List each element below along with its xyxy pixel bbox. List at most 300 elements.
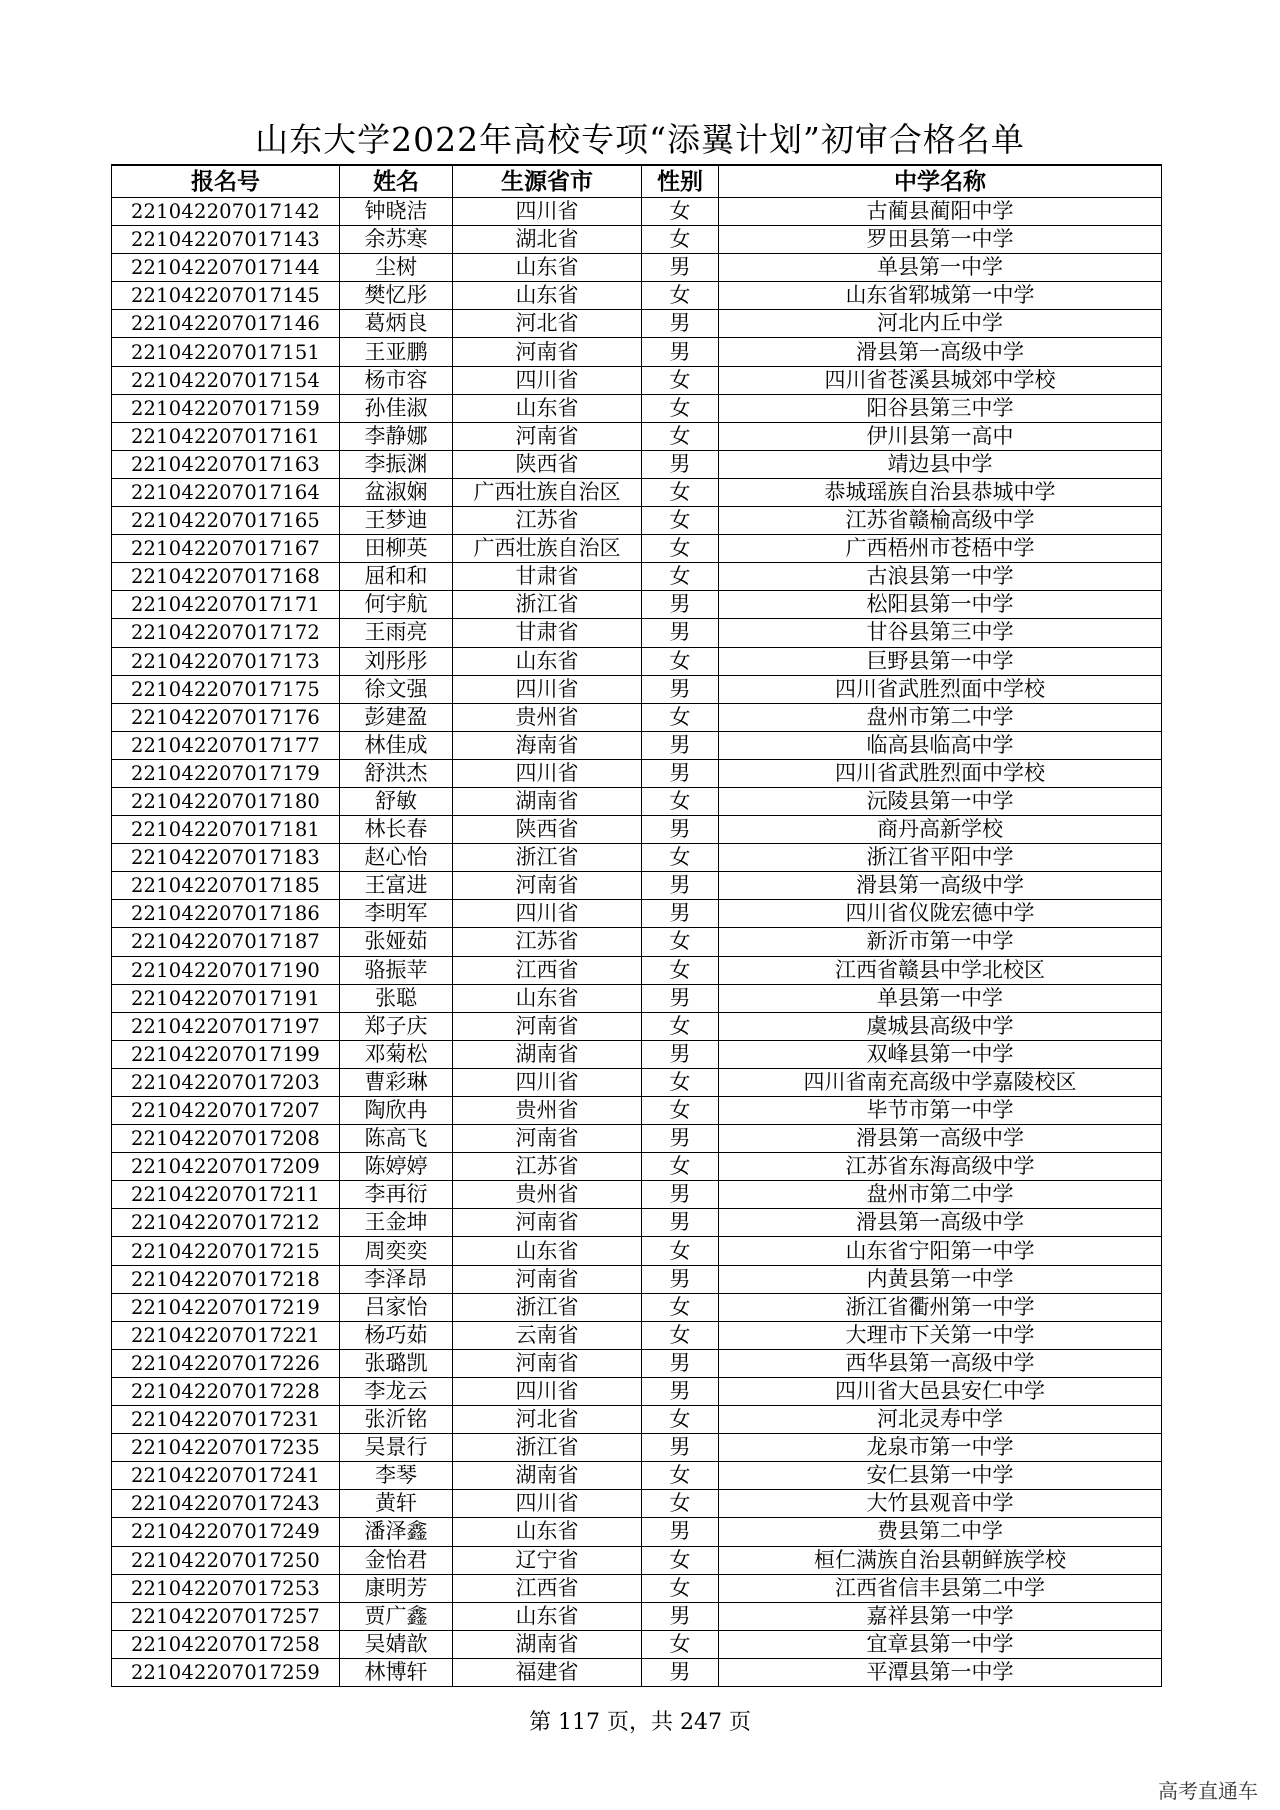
cell-gender: 男	[642, 984, 719, 1012]
cell-name: 徐文强	[340, 675, 453, 703]
cell-school: 四川省武胜烈面中学校	[719, 675, 1162, 703]
table-row	[112, 394, 1162, 422]
cell-school: 宜章县第一中学	[719, 1630, 1162, 1658]
table-row	[112, 1153, 1162, 1181]
cell-school: 西华县第一高级中学	[719, 1349, 1162, 1377]
page-title: 山东大学2022年高校专项“添翼计划”初审合格名单	[255, 120, 1025, 159]
cell-gender: 男	[642, 1377, 719, 1405]
cell-province: 浙江省	[453, 1434, 642, 1462]
cell-school: 沅陵县第一中学	[719, 787, 1162, 815]
cell-province: 江西省	[453, 1574, 642, 1602]
cell-province: 辽宁省	[453, 1546, 642, 1574]
cell-name: 王雨亮	[340, 619, 453, 647]
cell-school: 嘉祥县第一中学	[719, 1602, 1162, 1630]
cell-province: 河北省	[453, 310, 642, 338]
column-header-province: 生源省市	[453, 165, 642, 198]
cell-registration-number: 221042207017183	[112, 844, 340, 872]
table-row	[112, 1293, 1162, 1321]
table-row	[112, 563, 1162, 591]
cell-gender: 男	[642, 450, 719, 478]
cell-registration-number: 221042207017191	[112, 984, 340, 1012]
cell-registration-number: 221042207017219	[112, 1293, 340, 1321]
table-row	[112, 1490, 1162, 1518]
cell-name: 林博轩	[340, 1658, 453, 1686]
cell-province: 湖南省	[453, 1462, 642, 1490]
cell-school: 费县第二中学	[719, 1518, 1162, 1546]
cell-province: 陕西省	[453, 450, 642, 478]
cell-name: 何宇航	[340, 591, 453, 619]
cell-gender: 男	[642, 816, 719, 844]
cell-name: 王金坤	[340, 1209, 453, 1237]
cell-school: 山东省宁阳第一中学	[719, 1237, 1162, 1265]
cell-registration-number: 221042207017190	[112, 956, 340, 984]
cell-school: 虞城县高级中学	[719, 1012, 1162, 1040]
cell-registration-number: 221042207017154	[112, 366, 340, 394]
table-row	[112, 1181, 1162, 1209]
cell-province: 河南省	[453, 1265, 642, 1293]
table-row	[112, 591, 1162, 619]
cell-gender: 女	[642, 366, 719, 394]
cell-province: 贵州省	[453, 1181, 642, 1209]
column-header-school: 中学名称	[719, 165, 1162, 198]
cell-name: 林佳成	[340, 731, 453, 759]
cell-province: 江西省	[453, 956, 642, 984]
cell-name: 屈和和	[340, 563, 453, 591]
cell-province: 江苏省	[453, 507, 642, 535]
cell-school: 靖边县中学	[719, 450, 1162, 478]
cell-registration-number: 221042207017176	[112, 703, 340, 731]
cell-registration-number: 221042207017187	[112, 928, 340, 956]
cell-gender: 女	[642, 1490, 719, 1518]
table-row	[112, 254, 1162, 282]
cell-school: 广西梧州市苍梧中学	[719, 535, 1162, 563]
cell-registration-number: 221042207017253	[112, 1574, 340, 1602]
cell-gender: 女	[642, 422, 719, 450]
cell-name: 陈婷婷	[340, 1153, 453, 1181]
cell-province: 河南省	[453, 872, 642, 900]
cell-gender: 女	[642, 647, 719, 675]
cell-province: 浙江省	[453, 1293, 642, 1321]
cell-gender: 女	[642, 478, 719, 506]
cell-registration-number: 221042207017145	[112, 282, 340, 310]
cell-name: 李振渊	[340, 450, 453, 478]
cell-province: 甘肃省	[453, 563, 642, 591]
table-row	[112, 675, 1162, 703]
cell-school: 毕节市第一中学	[719, 1097, 1162, 1125]
cell-registration-number: 221042207017180	[112, 787, 340, 815]
cell-province: 山东省	[453, 647, 642, 675]
cell-school: 河北灵寿中学	[719, 1406, 1162, 1434]
cell-school: 盘州市第二中学	[719, 1181, 1162, 1209]
cell-name: 潘泽鑫	[340, 1518, 453, 1546]
table-row	[112, 872, 1162, 900]
cell-registration-number: 221042207017167	[112, 535, 340, 563]
cell-gender: 男	[642, 1181, 719, 1209]
cell-name: 舒敏	[340, 787, 453, 815]
cell-registration-number: 221042207017208	[112, 1125, 340, 1153]
cell-province: 陕西省	[453, 816, 642, 844]
cell-gender: 女	[642, 394, 719, 422]
cell-registration-number: 221042207017257	[112, 1602, 340, 1630]
cell-province: 四川省	[453, 900, 642, 928]
cell-gender: 女	[642, 956, 719, 984]
cell-school: 古浪县第一中学	[719, 563, 1162, 591]
cell-school: 阳谷县第三中学	[719, 394, 1162, 422]
cell-name: 吕家怡	[340, 1293, 453, 1321]
cell-name: 彭建盈	[340, 703, 453, 731]
cell-school: 浙江省平阳中学	[719, 844, 1162, 872]
cell-gender: 女	[642, 1097, 719, 1125]
table-row	[112, 647, 1162, 675]
cell-province: 四川省	[453, 198, 642, 226]
table-row	[112, 619, 1162, 647]
table-row	[112, 1265, 1162, 1293]
cell-name: 贾广鑫	[340, 1602, 453, 1630]
cell-gender: 女	[642, 1406, 719, 1434]
cell-registration-number: 221042207017142	[112, 198, 340, 226]
cell-registration-number: 221042207017172	[112, 619, 340, 647]
cell-school: 四川省南充高级中学嘉陵校区	[719, 1068, 1162, 1096]
cell-name: 骆振苹	[340, 956, 453, 984]
cell-name: 吴景行	[340, 1434, 453, 1462]
cell-gender: 女	[642, 1574, 719, 1602]
table-row	[112, 507, 1162, 535]
table-row	[112, 956, 1162, 984]
cell-registration-number: 221042207017207	[112, 1097, 340, 1125]
cell-gender: 女	[642, 844, 719, 872]
cell-registration-number: 221042207017143	[112, 226, 340, 254]
table-row	[112, 1040, 1162, 1068]
cell-registration-number: 221042207017197	[112, 1012, 340, 1040]
cell-gender: 女	[642, 507, 719, 535]
cell-registration-number: 221042207017221	[112, 1321, 340, 1349]
cell-province: 贵州省	[453, 1097, 642, 1125]
cell-gender: 男	[642, 1434, 719, 1462]
cell-province: 四川省	[453, 366, 642, 394]
cell-gender: 男	[642, 1349, 719, 1377]
table-row	[112, 1377, 1162, 1405]
cell-name: 余苏寒	[340, 226, 453, 254]
cell-province: 山东省	[453, 1602, 642, 1630]
cell-school: 新沂市第一中学	[719, 928, 1162, 956]
table-header-row	[112, 165, 1162, 198]
table-row	[112, 1602, 1162, 1630]
cell-registration-number: 221042207017181	[112, 816, 340, 844]
cell-school: 巨野县第一中学	[719, 647, 1162, 675]
cell-gender: 女	[642, 535, 719, 563]
cell-school: 大理市下关第一中学	[719, 1321, 1162, 1349]
cell-registration-number: 221042207017235	[112, 1434, 340, 1462]
cell-registration-number: 221042207017231	[112, 1406, 340, 1434]
cell-registration-number: 221042207017175	[112, 675, 340, 703]
table-row	[112, 1068, 1162, 1096]
cell-school: 古蔺县蔺阳中学	[719, 198, 1162, 226]
cell-province: 山东省	[453, 984, 642, 1012]
cell-name: 李泽昂	[340, 1265, 453, 1293]
table-row	[112, 338, 1162, 366]
cell-name: 曹彩琳	[340, 1068, 453, 1096]
cell-school: 四川省大邑县安仁中学	[719, 1377, 1162, 1405]
cell-school: 江西省赣县中学北校区	[719, 956, 1162, 984]
cell-name: 邓菊松	[340, 1040, 453, 1068]
cell-name: 尘树	[340, 254, 453, 282]
cell-name: 樊忆彤	[340, 282, 453, 310]
cell-school: 安仁县第一中学	[719, 1462, 1162, 1490]
cell-gender: 女	[642, 563, 719, 591]
cell-school: 单县第一中学	[719, 984, 1162, 1012]
table-row	[112, 1237, 1162, 1265]
cell-name: 金怡君	[340, 1546, 453, 1574]
cell-gender: 男	[642, 675, 719, 703]
cell-name: 杨市容	[340, 366, 453, 394]
cell-province: 湖南省	[453, 1040, 642, 1068]
cell-province: 河南省	[453, 1209, 642, 1237]
cell-name: 张沂铭	[340, 1406, 453, 1434]
cell-name: 康明芳	[340, 1574, 453, 1602]
cell-gender: 男	[642, 900, 719, 928]
applicant-table	[111, 164, 1162, 1687]
cell-name: 盆淑娴	[340, 478, 453, 506]
cell-school: 盘州市第二中学	[719, 703, 1162, 731]
cell-name: 杨巧茹	[340, 1321, 453, 1349]
table-row	[112, 1125, 1162, 1153]
cell-school: 江西省信丰县第二中学	[719, 1574, 1162, 1602]
cell-gender: 男	[642, 1040, 719, 1068]
cell-province: 湖南省	[453, 787, 642, 815]
cell-school: 单县第一中学	[719, 254, 1162, 282]
cell-name: 王富进	[340, 872, 453, 900]
table-row	[112, 1462, 1162, 1490]
cell-gender: 女	[642, 198, 719, 226]
column-header-name: 姓名	[340, 165, 453, 198]
cell-gender: 男	[642, 254, 719, 282]
cell-gender: 女	[642, 787, 719, 815]
cell-name: 李明军	[340, 900, 453, 928]
cell-gender: 女	[642, 703, 719, 731]
table-row	[112, 1658, 1162, 1686]
table-row	[112, 1518, 1162, 1546]
cell-province: 云南省	[453, 1321, 642, 1349]
table-row	[112, 478, 1162, 506]
cell-school: 伊川县第一高中	[719, 422, 1162, 450]
cell-name: 刘彤彤	[340, 647, 453, 675]
cell-name: 张璐凯	[340, 1349, 453, 1377]
cell-province: 山东省	[453, 1518, 642, 1546]
cell-name: 李再衍	[340, 1181, 453, 1209]
cell-registration-number: 221042207017215	[112, 1237, 340, 1265]
table-row	[112, 900, 1162, 928]
table-row	[112, 984, 1162, 1012]
page-footer: 第 117 页，共 247 页	[529, 1710, 751, 1735]
cell-registration-number: 221042207017258	[112, 1630, 340, 1658]
cell-province: 山东省	[453, 254, 642, 282]
cell-gender: 女	[642, 1237, 719, 1265]
cell-gender: 男	[642, 338, 719, 366]
cell-school: 滑县第一高级中学	[719, 872, 1162, 900]
cell-school: 恭城瑶族自治县恭城中学	[719, 478, 1162, 506]
table-row	[112, 1574, 1162, 1602]
cell-gender: 男	[642, 591, 719, 619]
cell-registration-number: 221042207017241	[112, 1462, 340, 1490]
cell-name: 李琴	[340, 1462, 453, 1490]
table-row	[112, 928, 1162, 956]
cell-gender: 女	[642, 1630, 719, 1658]
cell-province: 四川省	[453, 1068, 642, 1096]
table-row	[112, 816, 1162, 844]
cell-province: 江苏省	[453, 1153, 642, 1181]
table-row	[112, 450, 1162, 478]
table-row	[112, 1630, 1162, 1658]
cell-registration-number: 221042207017212	[112, 1209, 340, 1237]
cell-school: 四川省仪陇宏德中学	[719, 900, 1162, 928]
cell-province: 福建省	[453, 1658, 642, 1686]
cell-name: 李静娜	[340, 422, 453, 450]
cell-school: 浙江省衢州第一中学	[719, 1293, 1162, 1321]
cell-school: 滑县第一高级中学	[719, 1125, 1162, 1153]
table-row	[112, 703, 1162, 731]
cell-province: 河南省	[453, 1349, 642, 1377]
cell-registration-number: 221042207017163	[112, 450, 340, 478]
cell-gender: 男	[642, 759, 719, 787]
table-row	[112, 787, 1162, 815]
cell-school: 大竹县观音中学	[719, 1490, 1162, 1518]
cell-school: 甘谷县第三中学	[719, 619, 1162, 647]
cell-province: 河南省	[453, 338, 642, 366]
cell-registration-number: 221042207017161	[112, 422, 340, 450]
cell-name: 王亚鹏	[340, 338, 453, 366]
cell-gender: 男	[642, 731, 719, 759]
table-row	[112, 535, 1162, 563]
table-row	[112, 1209, 1162, 1237]
cell-registration-number: 221042207017209	[112, 1153, 340, 1181]
watermark: 高考直通车	[1158, 1779, 1258, 1803]
cell-province: 贵州省	[453, 703, 642, 731]
cell-gender: 男	[642, 310, 719, 338]
cell-registration-number: 221042207017151	[112, 338, 340, 366]
table-row	[112, 422, 1162, 450]
table-body	[112, 198, 1162, 1687]
column-header-registration-number: 报名号	[112, 165, 340, 198]
cell-province: 湖南省	[453, 1630, 642, 1658]
cell-province: 山东省	[453, 1237, 642, 1265]
cell-name: 李龙云	[340, 1377, 453, 1405]
cell-province: 河南省	[453, 1012, 642, 1040]
cell-school: 双峰县第一中学	[719, 1040, 1162, 1068]
cell-gender: 女	[642, 226, 719, 254]
column-header-gender: 性别	[642, 165, 719, 198]
table-row	[112, 282, 1162, 310]
cell-school: 河北内丘中学	[719, 310, 1162, 338]
cell-registration-number: 221042207017144	[112, 254, 340, 282]
table-row	[112, 844, 1162, 872]
cell-gender: 女	[642, 1012, 719, 1040]
cell-registration-number: 221042207017165	[112, 507, 340, 535]
table-row	[112, 1434, 1162, 1462]
cell-registration-number: 221042207017168	[112, 563, 340, 591]
cell-registration-number: 221042207017218	[112, 1265, 340, 1293]
table-row	[112, 759, 1162, 787]
table-row	[112, 310, 1162, 338]
cell-name: 王梦迪	[340, 507, 453, 535]
cell-name: 张娅茹	[340, 928, 453, 956]
cell-registration-number: 221042207017199	[112, 1040, 340, 1068]
cell-registration-number: 221042207017203	[112, 1068, 340, 1096]
cell-province: 四川省	[453, 1377, 642, 1405]
cell-name: 孙佳淑	[340, 394, 453, 422]
cell-gender: 男	[642, 1209, 719, 1237]
cell-gender: 女	[642, 1321, 719, 1349]
cell-province: 河北省	[453, 1406, 642, 1434]
cell-gender: 男	[642, 1518, 719, 1546]
cell-school: 商丹高新学校	[719, 816, 1162, 844]
cell-registration-number: 221042207017164	[112, 478, 340, 506]
cell-gender: 女	[642, 1153, 719, 1181]
cell-gender: 男	[642, 872, 719, 900]
cell-gender: 男	[642, 619, 719, 647]
cell-province: 四川省	[453, 759, 642, 787]
table-row	[112, 198, 1162, 226]
cell-registration-number: 221042207017173	[112, 647, 340, 675]
cell-gender: 女	[642, 1546, 719, 1574]
cell-province: 四川省	[453, 675, 642, 703]
cell-school: 江苏省赣榆高级中学	[719, 507, 1162, 535]
cell-gender: 女	[642, 928, 719, 956]
cell-school: 四川省武胜烈面中学校	[719, 759, 1162, 787]
cell-registration-number: 221042207017211	[112, 1181, 340, 1209]
cell-registration-number: 221042207017259	[112, 1658, 340, 1686]
cell-registration-number: 221042207017185	[112, 872, 340, 900]
cell-registration-number: 221042207017250	[112, 1546, 340, 1574]
table-row	[112, 1349, 1162, 1377]
cell-registration-number: 221042207017249	[112, 1518, 340, 1546]
cell-registration-number: 221042207017179	[112, 759, 340, 787]
cell-province: 甘肃省	[453, 619, 642, 647]
cell-name: 郑子庆	[340, 1012, 453, 1040]
table-row	[112, 731, 1162, 759]
cell-name: 葛炳良	[340, 310, 453, 338]
cell-school: 平潭县第一中学	[719, 1658, 1162, 1686]
cell-gender: 女	[642, 1462, 719, 1490]
table-row	[112, 1406, 1162, 1434]
cell-name: 陈高飞	[340, 1125, 453, 1153]
cell-name: 林长春	[340, 816, 453, 844]
cell-name: 陶欣冉	[340, 1097, 453, 1125]
cell-gender: 女	[642, 1068, 719, 1096]
table-row	[112, 1012, 1162, 1040]
cell-registration-number: 221042207017146	[112, 310, 340, 338]
cell-registration-number: 221042207017177	[112, 731, 340, 759]
cell-province: 浙江省	[453, 591, 642, 619]
cell-name: 钟晓洁	[340, 198, 453, 226]
table-row	[112, 366, 1162, 394]
cell-province: 广西壮族自治区	[453, 535, 642, 563]
table-row	[112, 1097, 1162, 1125]
cell-province: 海南省	[453, 731, 642, 759]
cell-province: 山东省	[453, 282, 642, 310]
cell-school: 内黄县第一中学	[719, 1265, 1162, 1293]
table-row	[112, 1321, 1162, 1349]
cell-province: 浙江省	[453, 844, 642, 872]
cell-school: 松阳县第一中学	[719, 591, 1162, 619]
cell-name: 赵心怡	[340, 844, 453, 872]
cell-gender: 男	[642, 1658, 719, 1686]
cell-name: 张聪	[340, 984, 453, 1012]
cell-registration-number: 221042207017171	[112, 591, 340, 619]
cell-school: 滑县第一高级中学	[719, 1209, 1162, 1237]
cell-province: 四川省	[453, 1490, 642, 1518]
cell-school: 罗田县第一中学	[719, 226, 1162, 254]
cell-province: 河南省	[453, 422, 642, 450]
